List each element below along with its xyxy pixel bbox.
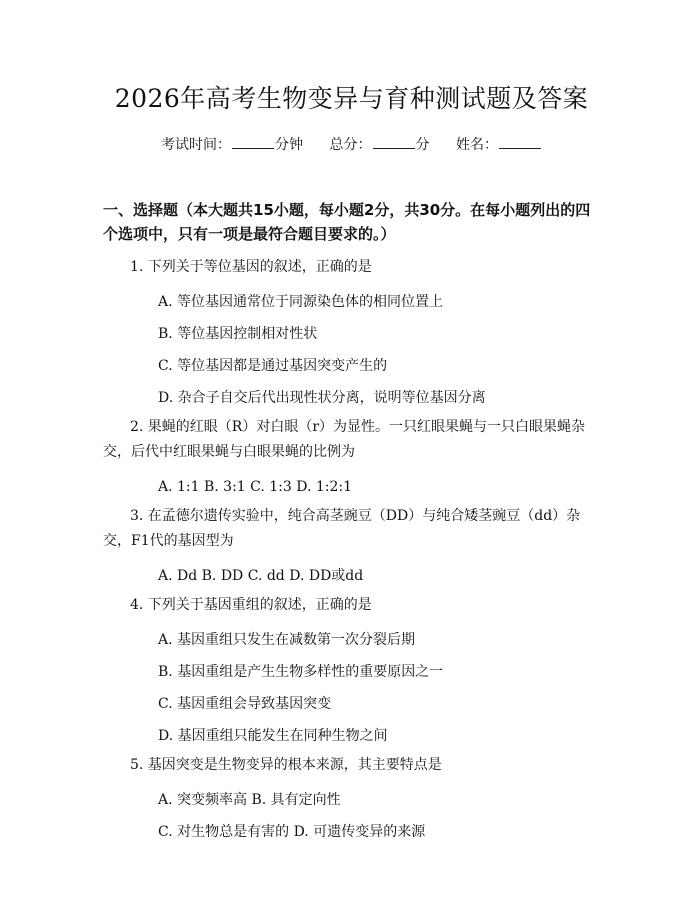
answer-option: D. 杂合子自交后代出现性状分离，说明等位基因分离 [158,390,486,406]
question-stem: 2. 果蝇的红眼（R）对白眼（r）为显性。一只红眼果蝇与一只白眼果蝇杂交，后代中红眼果蝇与白眼果蝇的比例为 [103,419,586,460]
exam-time-field [161,134,303,155]
answer-option: A. 基因重组只发生在减数第一次分裂后期 [158,632,416,648]
student-name-blank [499,134,541,149]
student-name-field [456,134,542,155]
student-name-label: 姓名： [455,137,498,153]
total-score-unit: 分 [415,137,430,153]
exam-info-line [103,134,600,155]
question-stem: 5. 基因突变是生物变异的根本来源，其主要特点是 [130,757,442,773]
exam-time-unit: 分钟 [275,137,304,153]
section-header: 一、选择题（本大题共15小题，每小题2分，共30分。在每小题列出的四个选项中，只有一项是最符合题目要求的。） [103,201,591,243]
question-stem: 1. 下列关于等位基因的叙述，正确的是 [130,259,372,275]
exam-time-label: 考试时间： [161,137,232,153]
exam-time-blank [232,134,274,149]
answer-option: A. Dd B. DD C. dd D. DD或dd [158,568,364,584]
answer-option: C. 对生物总是有害的 D. 可遗传变异的来源 [158,824,426,840]
answer-option: A. 突变频率高 B. 具有定向性 [158,792,341,808]
answer-option: A. 1:1 B. 3:1 C. 1:3 D. 1:2:1 [158,479,353,495]
answer-option: A. 等位基因通常位于同源染色体的相同位置上 [158,294,444,310]
answer-option: D. 基因重组只能发生在同种生物之间 [158,728,388,744]
total-score-blank [373,134,415,149]
question-stem: 3. 在孟德尔遗传实验中，纯合高茎豌豆（DD）与纯合矮茎豌豆（dd）杂交，F1代的基因型为 [103,508,581,549]
total-score-label: 总分： [329,137,372,153]
question-stem: 4. 下列关于基因重组的叙述，正确的是 [130,597,372,613]
answer-option: B. 等位基因控制相对性状 [158,326,318,342]
answer-option: B. 基因重组是产生生物多样性的重要原因之一 [158,664,444,680]
total-score-field [330,134,430,155]
answer-option: C. 基因重组会导致基因突变 [158,696,332,712]
answer-option: C. 等位基因都是通过基因突变产生的 [158,358,388,374]
exam-title: 2026年高考生物变异与育种测试题及答案 [114,84,589,113]
